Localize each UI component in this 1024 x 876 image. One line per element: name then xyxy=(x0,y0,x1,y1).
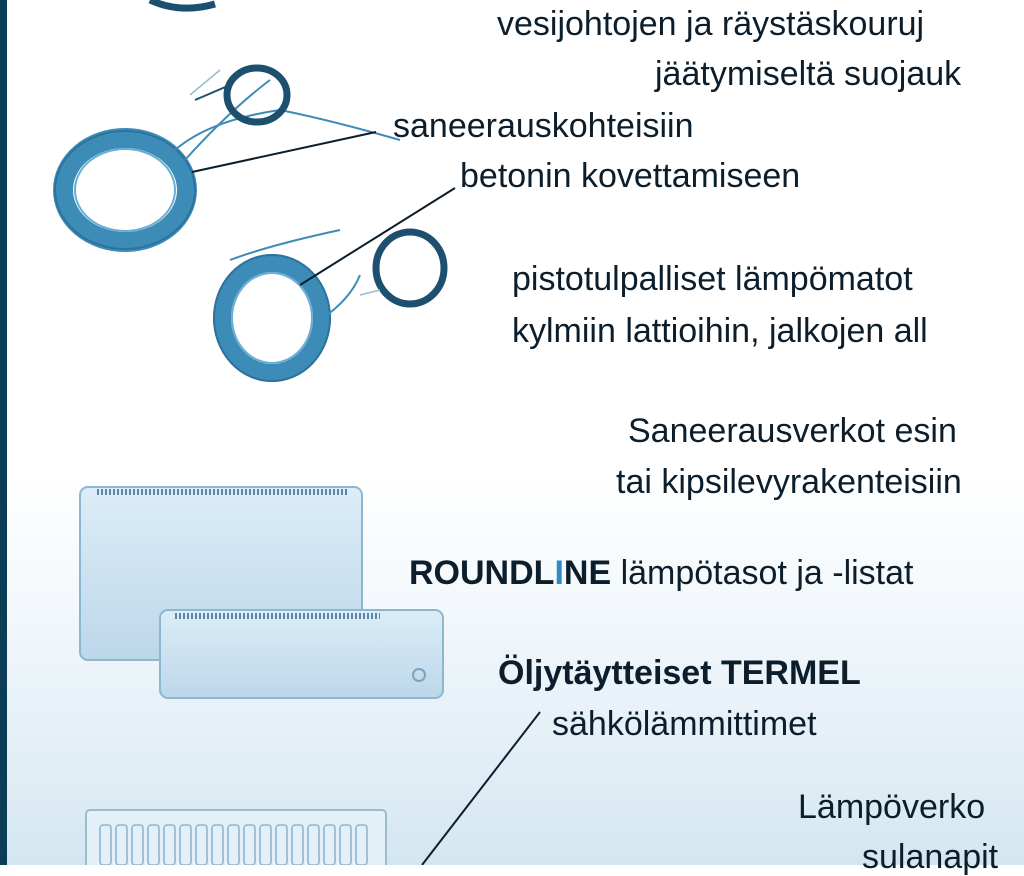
text-line-lampoverko: Lämpöverko xyxy=(798,788,986,826)
text-line-oljytaytteiset: Öljytäytteiset TERMEL xyxy=(498,654,861,692)
text-line-saneerauskohteisiin: saneerauskohteisiin xyxy=(393,107,694,145)
roundline-brand-b: NE xyxy=(563,554,612,592)
roundline-desc: lämpötasot ja -listat xyxy=(611,554,914,592)
text-line-pistotulpalliset: pistotulpalliset lämpömatot xyxy=(512,260,913,298)
cable-coil-top-partial-icon xyxy=(150,0,215,8)
text-line-saneerausverkot: Saneerausverkot esin xyxy=(628,412,957,450)
text-line-roundline xyxy=(409,556,913,590)
heating-cable-coil-1-icon xyxy=(55,68,400,249)
text-line-jaatymiselta: jäätymiseltä suojauk xyxy=(655,55,962,93)
roundline-brand-i: I xyxy=(554,554,564,592)
text-line-kipsilevy: tai kipsilevyrakenteisiin xyxy=(616,463,962,501)
oil-radiator-icon xyxy=(86,810,386,865)
heating-cable-coil-2-icon xyxy=(214,230,444,381)
roundline-brand-a: ROUNDL xyxy=(409,554,555,592)
text-line-vesijohtojen: vesijohtojen ja räystäskouruj xyxy=(497,5,925,43)
leader-line-saneeraus xyxy=(192,132,376,172)
text-line-sulanapit: sulanapit xyxy=(862,838,999,876)
text-line-betonin: betonin kovettamiseen xyxy=(460,157,801,195)
text-line-kylmiin: kylmiin lattioihin, jalkojen all xyxy=(512,312,928,350)
roundline-panel-small-icon xyxy=(160,610,443,698)
leader-line-termel xyxy=(422,712,540,865)
text-line-sahkolammittimet: sähkölämmittimet xyxy=(552,705,817,743)
